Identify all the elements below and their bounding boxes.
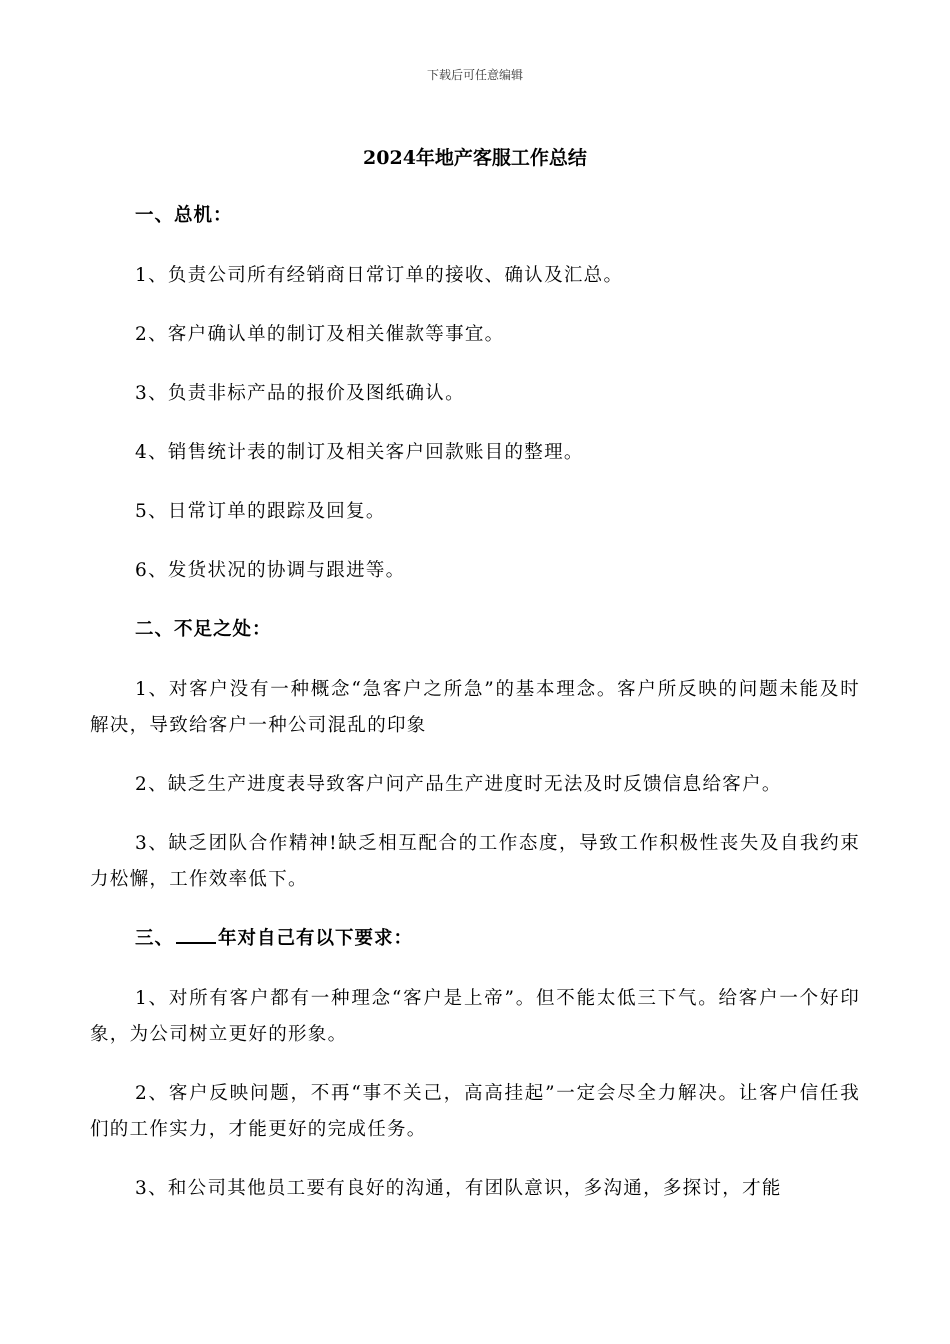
paragraph: 3、负责非标产品的报价及图纸确认。 [135, 383, 465, 404]
year-blank-underline [176, 924, 216, 944]
paragraph: 2、客户反映问题，不再“事不关己，高高挂起”一定会尽全力解决。让客户信任我们的工作实力，才能更好的完成任务。 [90, 1083, 860, 1140]
section-heading-suffix: 年对自己有以下要求： [218, 928, 414, 949]
paragraph: 3、缺乏团队合作精神!缺乏相互配合的工作态度，导致工作积极性丧失及自我约束力松懈，工作效率低下。 [90, 833, 860, 890]
section-heading-2: 二、不足之处： [135, 619, 272, 640]
paragraph: 1、对客户没有一种概念“急客户之所急”的基本理念。客户所反映的问题未能及时解决，导致给客户一种公司混乱的印象 [90, 679, 860, 736]
section-heading-3 [90, 921, 860, 957]
section-heading-prefix: 三、 [135, 928, 175, 949]
paragraph: 2、客户确认单的制订及相关催款等事宜。 [135, 324, 505, 345]
paragraph: 3、和公司其他员工要有良好的沟通，有团队意识，多沟通，多探讨，才能 [135, 1178, 782, 1199]
paragraph: 4、销售统计表的制订及相关客户回款账目的整理。 [135, 442, 584, 463]
paragraph: 1、负责公司所有经销商日常订单的接收、确认及汇总。 [135, 265, 624, 286]
header-note: 下载后可任意编辑 [426, 68, 523, 82]
section-heading-1: 一、总机： [135, 205, 233, 226]
paragraph: 2、缺乏生产进度表导致客户问产品生产进度时无法及时反馈信息给客户。 [135, 774, 782, 795]
paragraph: 6、发货状况的协调与跟进等。 [135, 560, 406, 581]
document-title: 2024年地产客服工作总结 [363, 147, 587, 169]
paragraph: 5、日常订单的跟踪及回复。 [135, 501, 386, 522]
document-body [90, 198, 860, 1230]
paragraph: 1、对所有客户都有一种理念“客户是上帝”。但不能太低三下气。给客户一个好印象，为公司树立更好的形象。 [90, 988, 860, 1045]
